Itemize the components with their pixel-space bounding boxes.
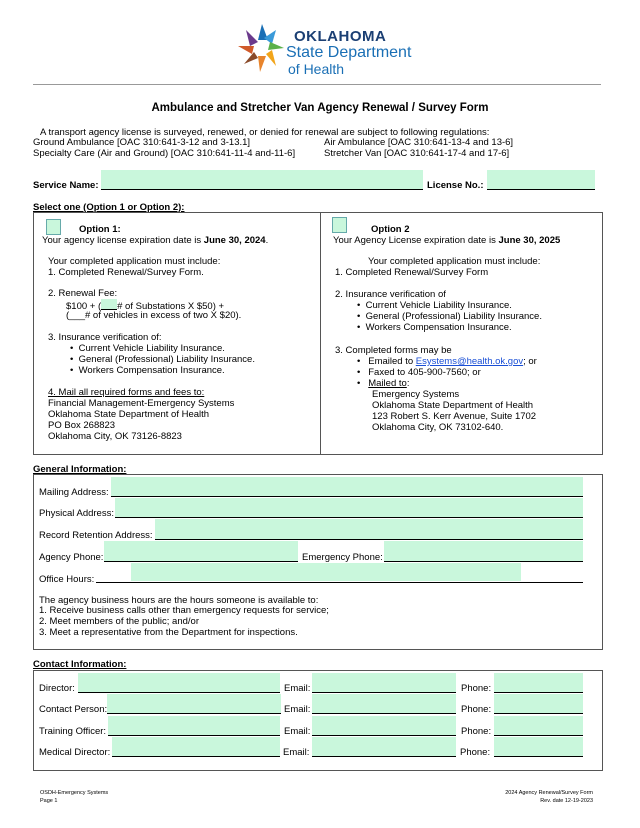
medical-director-email-field[interactable]: [312, 737, 456, 757]
hours-item-3: 3. Meet a representative from the Department for inspections.: [39, 627, 298, 638]
contact-person-email-label: Email:: [284, 704, 311, 715]
logo-line2: State Department: [286, 44, 412, 61]
director-field[interactable]: [78, 673, 280, 693]
option1-addr-1: Financial Management-Emergency Systems: [48, 398, 235, 409]
header-rule: [33, 84, 601, 85]
option1-item3: 3. Insurance verification of:: [48, 332, 162, 343]
star-logo-icon: [236, 22, 288, 74]
director-email-label: Email:: [284, 683, 311, 694]
osdh-logo: [236, 22, 416, 77]
options-divider: [320, 212, 321, 454]
option1-expire-post: .: [265, 235, 269, 246]
reg-specialty: Specialty Care (Air and Ground) [OAC 310:641-11-4 and-11-6]: [33, 148, 296, 159]
option2-addr-2: Oklahoma State Department of Health: [372, 400, 534, 411]
agency-phone-field[interactable]: [104, 541, 298, 562]
reg-air: Air Ambulance [OAC 310:641-13-4 and 13-6]: [324, 137, 514, 148]
medical-director-field[interactable]: [112, 737, 280, 757]
option2-ins-1: • Current Vehicle Liability Insurance.: [357, 300, 512, 311]
fax-text: Faxed to 405-900-7560; or: [368, 367, 481, 378]
select-label: Select one (Option 1 or Option 2):: [33, 202, 185, 213]
training-officer-email-label: Email:: [284, 726, 311, 737]
option1-ins-3: • Workers Compensation Insurance.: [70, 365, 225, 376]
footer-left-1: OSDH-Emergency Systems: [40, 790, 109, 796]
contact-heading: Contact Information:: [33, 659, 127, 670]
option1-expire-date: June 30, 2024: [203, 235, 266, 246]
emergency-phone-label: Emergency Phone:: [302, 552, 383, 563]
option1-addr-4: Oklahoma City, OK 73126-8823: [48, 431, 182, 442]
service-name-field[interactable]: [101, 170, 423, 190]
option2-heading: Option 2: [371, 224, 410, 235]
page-title: Ambulance and Stretcher Van Agency Renewal / Survey Form: [151, 102, 489, 114]
physical-label: Physical Address:: [39, 508, 114, 519]
general-heading: General Information:: [33, 464, 127, 475]
option2-must-include: Your completed application must include:: [368, 256, 541, 267]
ins-text: General (Professional) Liability Insurance.: [365, 311, 542, 322]
option2-expire-date: June 30, 2025: [498, 235, 561, 246]
option2-email-line: • Emailed to Esystems@health.ok.gov; or: [357, 356, 537, 367]
option1-item2: 2. Renewal Fee:: [48, 288, 118, 299]
record-label: Record Retention Address:: [39, 530, 153, 541]
training-officer-label: Training Officer:: [39, 726, 107, 737]
medical-director-phone-field[interactable]: [494, 737, 583, 757]
ins-text: General (Professional) Liability Insurance.: [78, 354, 255, 365]
training-officer-phone-field[interactable]: [494, 716, 583, 736]
email-post: ; or: [523, 356, 537, 367]
option2-ins-2: • General (Professional) Liability Insurance.: [357, 311, 542, 322]
medical-director-phone-label: Phone:: [460, 747, 491, 758]
option1-ins-1: • Current Vehicle Liability Insurance.: [70, 343, 225, 354]
reg-ground: Ground Ambulance [OAC 310:641-3-12 and 3-13.1]: [33, 137, 251, 148]
mailing-label: Mailing Address:: [39, 487, 109, 498]
contact-person-email-field[interactable]: [312, 694, 456, 714]
hours-text: The agency business hours are the hours someone is available to:: [39, 595, 319, 606]
option1-fee-line2: (___# of vehicles in excess of two X $20).: [66, 310, 242, 321]
emergency-phone-field[interactable]: [384, 541, 583, 562]
mailed-text: Mailed to: [368, 378, 407, 389]
director-phone-label: Phone:: [461, 683, 492, 694]
director-phone-field[interactable]: [494, 673, 583, 693]
option2-fax-line: • Faxed to 405-900-7560; or: [357, 367, 481, 378]
record-address-field[interactable]: [155, 519, 583, 540]
contact-person-field[interactable]: [107, 694, 281, 714]
logo-line3: of Health: [288, 61, 345, 77]
option2-checkbox[interactable]: [332, 217, 347, 233]
option1-heading: Option 1:: [79, 224, 121, 235]
physical-address-field[interactable]: [115, 498, 583, 518]
mailing-address-field[interactable]: [111, 477, 583, 497]
option1-expiration: [42, 235, 268, 246]
ins-text: Current Vehicle Liability Insurance.: [365, 300, 512, 311]
footer-left-2: Page 1: [40, 798, 58, 804]
training-officer-email-field[interactable]: [312, 716, 456, 736]
email-link[interactable]: Esystems@health.ok.gov: [415, 356, 524, 367]
license-field[interactable]: [487, 170, 595, 190]
option1-ins-2: • General (Professional) Liability Insurance.: [70, 354, 255, 365]
office-hours-label: Office Hours:: [39, 574, 95, 585]
option1-addr-3: PO Box 268823: [48, 420, 116, 431]
director-label: Director:: [39, 683, 75, 694]
option2-addr-1: Emergency Systems: [372, 389, 460, 400]
option2-expire-pre: Your Agency License expiration date is: [333, 235, 499, 246]
hours-item-1: 1. Receive business calls other than emergency requests for service;: [39, 605, 329, 616]
fee-post: # of Substations X $50) +: [117, 301, 225, 312]
intro-text: A transport agency license is surveyed, renewed, or denied for renewal are subject to following regulations:: [40, 127, 490, 138]
option1-item4: 4. Mail all required forms and fees to:: [48, 387, 205, 398]
option1-expire-pre: Your agency license expiration date is: [42, 235, 204, 246]
fee-pre: $100 + (: [66, 301, 102, 312]
ins-text: Current Vehicle Liability Insurance.: [78, 343, 225, 354]
medical-director-email-label: Email:: [283, 747, 310, 758]
option2-ins-3: • Workers Compensation Insurance.: [357, 322, 512, 333]
office-hours-field[interactable]: [131, 563, 521, 581]
option1-addr-2: Oklahoma State Department of Health: [48, 409, 210, 420]
email-pre: Emailed to: [368, 356, 416, 367]
hours-item-2: 2. Meet members of the public; and/or: [39, 616, 199, 627]
substations-field[interactable]: [101, 299, 117, 310]
training-officer-field[interactable]: [108, 716, 280, 736]
option1-checkbox[interactable]: [46, 219, 61, 235]
director-email-field[interactable]: [312, 673, 456, 693]
training-officer-phone-label: Phone:: [461, 726, 492, 737]
option2-item2: 2. Insurance verification of: [335, 289, 446, 300]
option2-addr-3: 123 Robert S. Kerr Avenue, Suite 1702: [372, 411, 537, 422]
license-label: License No.:: [427, 180, 484, 191]
contact-person-label: Contact Person:: [39, 704, 108, 715]
ins-text: Workers Compensation Insurance.: [365, 322, 512, 333]
footer-right-1: 2024 Agency Renewal/Survey Form: [505, 790, 593, 796]
footer-right-2: Rev. date 12-19-2023: [540, 798, 593, 804]
option2-addr-4: Oklahoma City, OK 73102-640.: [372, 422, 504, 433]
option2-mailed-line: • Mailed to:: [357, 378, 410, 389]
option2-item1: 1. Completed Renewal/Survey Form: [335, 267, 489, 278]
contact-person-phone-label: Phone:: [461, 704, 492, 715]
option1-item1: 1. Completed Renewal/Survey Form.: [48, 267, 204, 278]
logo-line1: OKLAHOMA: [294, 28, 387, 45]
medical-director-label: Medical Director:: [39, 747, 111, 758]
ins-text: Workers Compensation Insurance.: [78, 365, 225, 376]
option1-must-include: Your completed application must include:: [48, 256, 221, 267]
service-name-label: Service Name:: [33, 180, 99, 191]
option2-item3: 3. Completed forms may be: [335, 345, 452, 356]
reg-stretcher: Stretcher Van [OAC 310:641-17-4 and 17-6]: [324, 148, 510, 159]
agency-phone-label: Agency Phone:: [39, 552, 104, 563]
option2-expiration: [333, 235, 560, 246]
mailed-colon: :: [406, 378, 410, 389]
contact-person-phone-field[interactable]: [494, 694, 583, 714]
